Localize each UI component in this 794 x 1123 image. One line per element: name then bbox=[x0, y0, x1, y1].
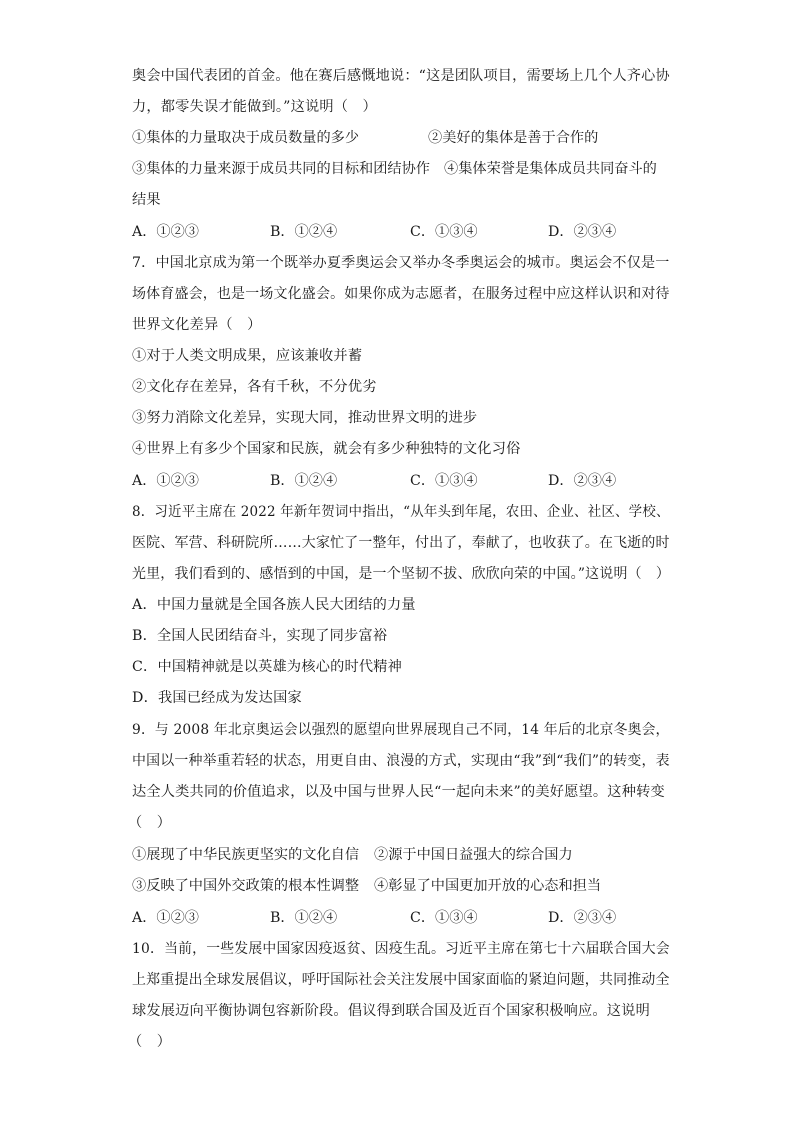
q7-option-a[interactable]: A．①②③ bbox=[132, 473, 199, 489]
q6-statement-1: ①集体的力量取决于成员数量的多少 bbox=[132, 130, 360, 146]
q10-stem-line-1: 10．当前，一些发展中国家因疫返贫、因疫生乱。习近平主席在第七十六届联合国大会 bbox=[132, 941, 670, 957]
q9-option-d[interactable]: D．②③④ bbox=[548, 910, 617, 926]
q8-option-a[interactable]: A．中国力量就是全国各族人民大团结的力量 bbox=[132, 597, 416, 613]
q7-stem-line-1: 7．中国北京成为第一个既举办夏季奥运会又举办冬季奥运会的城市。奥运会不仅是一 bbox=[132, 255, 670, 271]
q6-stem-line-2: 力，都零失误才能做到。”这说明（ ） bbox=[132, 99, 377, 115]
q8-option-b[interactable]: B．全国人民团结奋斗，实现了同步富裕 bbox=[132, 628, 388, 644]
q10-stem-line-2: 上郑重提出全球发展倡议，呼吁国际社会关注发展中国家面临的紧迫问题，共同推动全 bbox=[132, 972, 670, 988]
q7-statement-2: ②文化存在差异，各有千秋，不分优劣 bbox=[132, 379, 377, 395]
q8-option-c[interactable]: C．中国精神就是以英雄为核心的时代精神 bbox=[132, 659, 403, 675]
q6-statement-4-continued: 结果 bbox=[132, 192, 161, 208]
q6-option-d[interactable]: D．②③④ bbox=[548, 224, 617, 240]
q7-statement-3: ③努力消除文化差异，实现大同，推动世界文明的进步 bbox=[132, 410, 478, 426]
q9-option-c[interactable]: C．①③④ bbox=[410, 910, 478, 926]
q8-stem-line-1: 8．习近平主席在 2022 年新年贺词中指出，“从年头到年尾，农田、企业、社区、学校、 bbox=[132, 504, 670, 520]
q6-statement-2: ②美好的集体是善于合作的 bbox=[428, 130, 599, 146]
q9-statement-1: ①展现了中华民族更坚实的文化自信 bbox=[132, 847, 360, 863]
q7-stem-line-2: 场体育盛会，也是一场文化盛会。如果你成为志愿者，在服务过程中应这样认识和对待 bbox=[132, 286, 670, 302]
q8-stem-line-3: 光里，我们看到的、感悟到的中国，是一个坚韧不拔、欣欣向荣的中国。”这说明（ ） bbox=[132, 566, 671, 582]
q7-option-d[interactable]: D．②③④ bbox=[548, 473, 617, 489]
q7-option-c[interactable]: C．①③④ bbox=[410, 473, 478, 489]
q6-option-c[interactable]: C．①③④ bbox=[410, 224, 478, 240]
q6-stem-line-1: 奥会中国代表团的首金。他在赛后感慨地说：“这是团队项目，需要场上几个人齐心协 bbox=[132, 68, 670, 84]
q9-stem-line-1: 9．与 2008 年北京奥运会以强烈的愿望向世界展现自己不同，14 年后的北京冬奥会， bbox=[132, 722, 670, 738]
q9-statement-4: ④彰显了中国更加开放的心态和担当 bbox=[374, 878, 602, 894]
q9-option-a[interactable]: A．①②③ bbox=[132, 910, 199, 926]
q7-stem-line-3: 世界文化差异（ ） bbox=[132, 317, 262, 333]
q10-stem-line-3: 球发展迈向平衡协调包容新阶段。倡议得到联合国及近百个国家积极响应。这说明 bbox=[132, 1003, 650, 1019]
q9-stem-line-3: 达全人类共同的价值追求，以及中国与世界人民“一起向未来”的美好愿望。这种转变 bbox=[132, 784, 665, 800]
q9-statement-3: ③反映了中国外交政策的根本性调整 bbox=[132, 878, 360, 894]
q7-statement-1: ①对于人类文明成果，应该兼收并蓄 bbox=[132, 348, 363, 364]
q7-statement-4: ④世界上有多少个国家和民族，就会有多少种独特的文化习俗 bbox=[132, 441, 521, 457]
q9-stem-line-2: 中国以一种举重若轻的状态，用更自由、浪漫的方式，实现由“我”到“我们”的转变，表 bbox=[132, 753, 670, 769]
q8-option-d[interactable]: D．我国已经成为发达国家 bbox=[132, 690, 302, 706]
q9-option-b[interactable]: B．①②④ bbox=[270, 910, 338, 926]
q6-option-b[interactable]: B．①②④ bbox=[270, 224, 338, 240]
q8-stem-line-2: 医院、军营、科研院所……大家忙了一整年，付出了，奉献了，也收获了。在飞逝的时 bbox=[132, 535, 670, 551]
q9-statement-2: ②源于中国日益强大的综合国力 bbox=[374, 847, 573, 863]
q6-statement-4: ④集体荣誉是集体成员共同奋斗的 bbox=[444, 161, 657, 177]
q9-stem-line-4: （ ） bbox=[128, 815, 172, 831]
q7-option-b[interactable]: B．①②④ bbox=[270, 473, 338, 489]
q6-statement-3: ③集体的力量来源于成员共同的目标和团结协作 bbox=[132, 161, 430, 177]
q10-stem-line-4: （ ） bbox=[128, 1034, 172, 1050]
q6-option-a[interactable]: A．①②③ bbox=[132, 224, 199, 240]
